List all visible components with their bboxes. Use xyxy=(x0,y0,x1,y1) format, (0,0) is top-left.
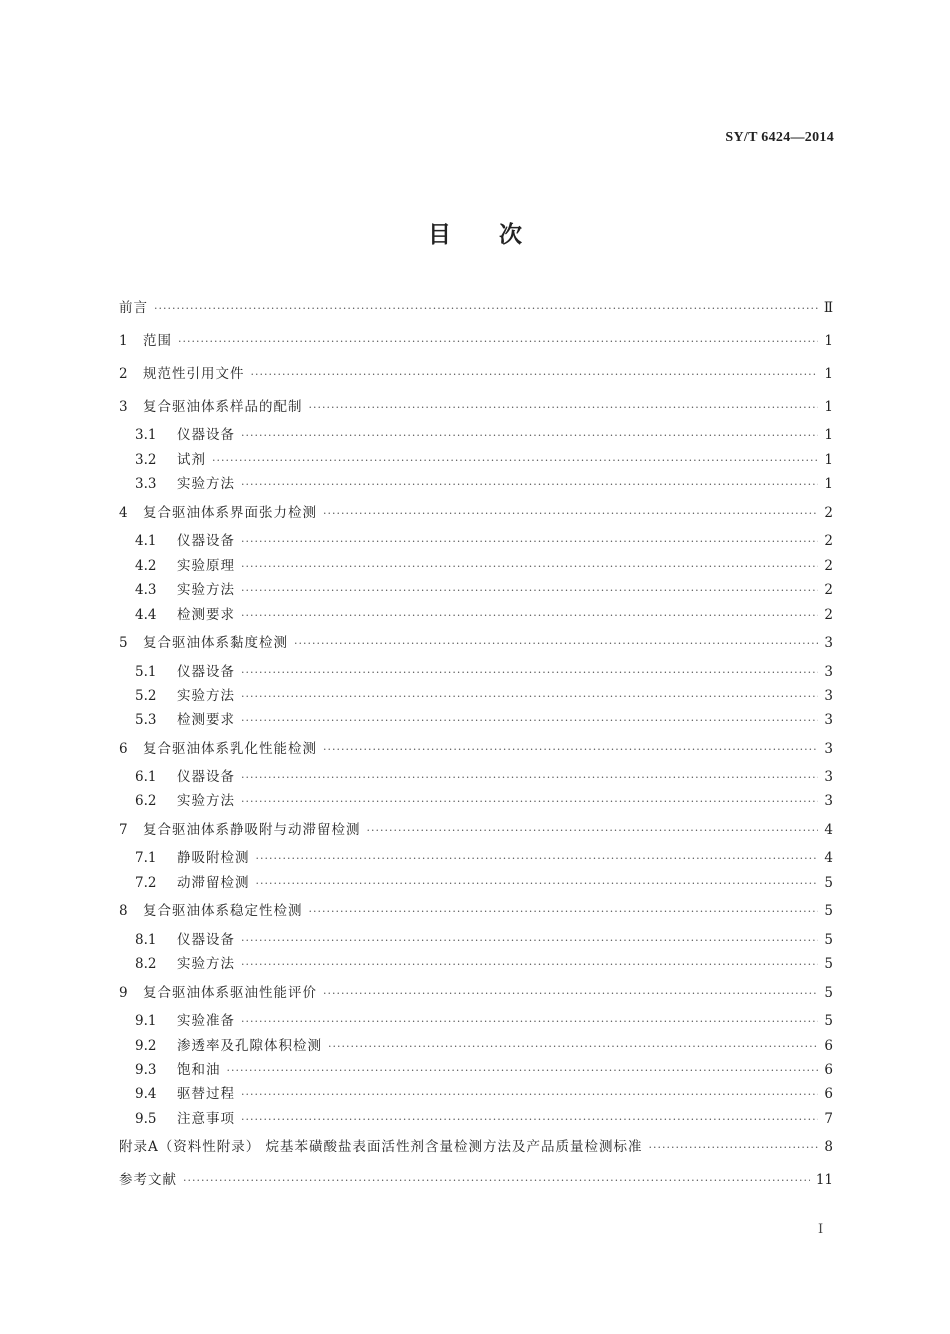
page-folio: I xyxy=(818,1222,824,1237)
toc-entry[interactable] xyxy=(135,710,833,730)
toc-entry-label: 实验准备 xyxy=(177,1013,235,1029)
toc-entry-number: 9 xyxy=(119,985,128,1001)
toc-entry-page: 4 xyxy=(824,822,833,838)
toc-leader-dots xyxy=(323,740,818,760)
toc-leader-dots xyxy=(241,792,818,812)
toc-entry-page: 1 xyxy=(824,427,833,443)
toc-entry-page: 4 xyxy=(824,850,833,866)
toc-entry-page: Ⅱ xyxy=(823,300,833,316)
toc-entry-page: 1 xyxy=(824,476,833,492)
toc-entry-label: 复合驱油体系乳化性能检测 xyxy=(143,741,317,757)
toc-entry-label: 静吸附检测 xyxy=(177,850,250,866)
toc-entry[interactable] xyxy=(135,1011,833,1031)
toc-entry-page: 6 xyxy=(824,1086,833,1102)
toc-entry-page: 11 xyxy=(815,1172,833,1188)
toc-entry-page: 1 xyxy=(824,333,833,349)
toc-entry-label: 实验方法 xyxy=(177,582,235,598)
toc-entry-page: 3 xyxy=(824,688,833,704)
toc-entry[interactable] xyxy=(119,739,833,759)
toc-entry-label: 实验方法 xyxy=(177,793,235,809)
toc-leader-dots xyxy=(178,332,818,352)
toc-entry-page: 3 xyxy=(824,664,833,680)
toc-entry-page: 5 xyxy=(824,875,833,891)
toc-entry-number: 5.2 xyxy=(135,688,157,704)
toc-entry[interactable] xyxy=(135,1036,833,1056)
toc-entry-label: 动滞留检测 xyxy=(177,875,250,891)
toc-entry[interactable] xyxy=(135,930,833,950)
toc-entry-page: 6 xyxy=(824,1038,833,1054)
toc-entry-label: 复合驱油体系静吸附与动滞留检测 xyxy=(143,822,361,838)
toc-entry[interactable] xyxy=(119,1137,833,1157)
toc-entry-label: 试剂 xyxy=(177,452,206,468)
toc-entry-label: 注意事项 xyxy=(177,1111,235,1127)
toc-entry-label: 渗透率及孔隙体积检测 xyxy=(177,1038,322,1054)
toc-entry-label: 实验方法 xyxy=(177,476,235,492)
toc-entry-number: 8.2 xyxy=(135,956,157,972)
toc-leader-dots xyxy=(241,931,818,951)
toc-entry-page: 3 xyxy=(824,635,833,651)
toc-entry[interactable] xyxy=(135,605,833,625)
toc-entry-label: 实验原理 xyxy=(177,558,235,574)
toc-entry[interactable] xyxy=(119,364,833,384)
toc-entry-label: 复合驱油体系样品的配制 xyxy=(143,399,303,415)
toc-entry-label: 仪器设备 xyxy=(177,533,235,549)
toc-entry-label: 实验方法 xyxy=(177,956,235,972)
toc-entry-number: 9.4 xyxy=(135,1086,157,1102)
toc-entry-number: 4.4 xyxy=(135,607,157,623)
toc-entry[interactable] xyxy=(119,901,833,921)
toc-entry[interactable] xyxy=(135,1060,833,1080)
toc-entry[interactable] xyxy=(135,873,833,893)
standard-number: SY/T 6424—2014 xyxy=(725,130,834,145)
toc-entry-page: 5 xyxy=(824,956,833,972)
toc-entry-page: 5 xyxy=(824,985,833,1001)
toc-leader-dots xyxy=(241,1012,818,1032)
toc-entry-number: 4.3 xyxy=(135,582,157,598)
toc-entry-number: 3.3 xyxy=(135,476,157,492)
toc-entry-page: 1 xyxy=(824,452,833,468)
toc-entry[interactable] xyxy=(135,556,833,576)
toc-entry[interactable] xyxy=(135,1084,833,1104)
toc-entry-number: 5.1 xyxy=(135,664,157,680)
toc-entry[interactable] xyxy=(119,397,833,417)
toc-entry[interactable] xyxy=(119,820,833,840)
toc-entry-label: 前言 xyxy=(119,300,148,316)
toc-entry-number: 9.2 xyxy=(135,1038,157,1054)
toc-leader-dots xyxy=(323,984,818,1004)
toc-entry[interactable] xyxy=(135,580,833,600)
toc-leader-dots xyxy=(241,426,818,446)
toc-leader-dots xyxy=(309,398,819,418)
toc-leader-dots xyxy=(212,451,818,471)
toc-entry-label: 复合驱油体系驱油性能评价 xyxy=(143,985,317,1001)
toc-leader-dots xyxy=(241,475,818,495)
toc-leader-dots xyxy=(367,821,819,841)
toc-entry-number: 7.1 xyxy=(135,850,157,866)
toc-entry-number: 5 xyxy=(119,635,128,651)
toc-entry-label: 附录A（资料性附录） 烷基苯磺酸盐表面活性剂含量检测方法及产品质量检测标准 xyxy=(119,1139,643,1155)
toc-entry[interactable] xyxy=(135,474,833,494)
toc-entry-page: 8 xyxy=(824,1139,833,1155)
toc-leader-dots xyxy=(649,1138,819,1158)
toc-entry[interactable] xyxy=(119,633,833,653)
toc-entry-number: 6.1 xyxy=(135,769,157,785)
toc-entry[interactable] xyxy=(135,662,833,682)
toc-entry[interactable] xyxy=(135,848,833,868)
toc-entry-number: 3.1 xyxy=(135,427,157,443)
toc-entry[interactable] xyxy=(135,425,833,445)
toc-entry-label: 复合驱油体系界面张力检测 xyxy=(143,505,317,521)
toc-leader-dots xyxy=(241,711,818,731)
toc-entry-label: 范围 xyxy=(143,333,172,349)
toc-entry-label: 饱和油 xyxy=(177,1062,221,1078)
toc-entry[interactable] xyxy=(135,531,833,551)
toc-entry-page: 5 xyxy=(824,932,833,948)
toc-entry[interactable] xyxy=(135,767,833,787)
toc-entry-page: 5 xyxy=(824,903,833,919)
toc-entry-page: 2 xyxy=(824,533,833,549)
toc-entry-label: 仪器设备 xyxy=(177,769,235,785)
toc-leader-dots xyxy=(241,581,818,601)
toc-entry-page: 3 xyxy=(824,712,833,728)
toc-leader-dots xyxy=(241,557,818,577)
toc-leader-dots xyxy=(241,1085,818,1105)
toc-entry-number: 9.1 xyxy=(135,1013,157,1029)
page-title: 目次 xyxy=(428,221,570,248)
toc-leader-dots xyxy=(241,768,818,788)
toc-entry-page: 6 xyxy=(824,1062,833,1078)
toc-entry-page: 2 xyxy=(824,607,833,623)
toc-entry-number: 8.1 xyxy=(135,932,157,948)
toc-entry-page: 2 xyxy=(824,558,833,574)
toc-entry-label: 复合驱油体系稳定性检测 xyxy=(143,903,303,919)
toc-leader-dots xyxy=(227,1061,819,1081)
toc-entry[interactable] xyxy=(135,450,833,470)
toc-entry-number: 9.5 xyxy=(135,1111,157,1127)
toc-leader-dots xyxy=(309,902,819,922)
toc-entry[interactable] xyxy=(135,791,833,811)
toc-entry-page: 1 xyxy=(824,399,833,415)
toc-entry-label: 仪器设备 xyxy=(177,932,235,948)
toc-entry-number: 5.3 xyxy=(135,712,157,728)
toc-leader-dots xyxy=(183,1171,810,1191)
toc-entry-label: 复合驱油体系黏度检测 xyxy=(143,635,288,651)
toc-leader-dots xyxy=(154,299,818,319)
toc-entry-number: 3 xyxy=(119,399,128,415)
toc-entry-page: 3 xyxy=(824,769,833,785)
toc-entry-page: 7 xyxy=(824,1111,833,1127)
toc-entry-page: 5 xyxy=(824,1013,833,1029)
toc-entry-label: 实验方法 xyxy=(177,688,235,704)
toc-leader-dots xyxy=(241,606,818,626)
toc-entry-page: 3 xyxy=(824,741,833,757)
toc-entry[interactable] xyxy=(119,503,833,523)
toc-entry-label: 检测要求 xyxy=(177,607,235,623)
toc-leader-dots xyxy=(328,1037,818,1057)
toc-entry-number: 1 xyxy=(119,333,128,349)
toc-entry-page: 2 xyxy=(824,505,833,521)
toc-leader-dots xyxy=(241,1110,818,1130)
toc-entry-label: 仪器设备 xyxy=(177,427,235,443)
toc-entry[interactable] xyxy=(135,954,833,974)
toc-entry-page: 3 xyxy=(824,793,833,809)
toc-entry-number: 9.3 xyxy=(135,1062,157,1078)
toc-entry-label: 驱替过程 xyxy=(177,1086,235,1102)
toc-leader-dots xyxy=(241,532,818,552)
toc-leader-dots xyxy=(241,955,818,975)
toc-entry[interactable] xyxy=(119,1170,833,1190)
toc-entry-number: 4.1 xyxy=(135,533,157,549)
toc-entry-number: 2 xyxy=(119,366,128,382)
toc-entry-page: 2 xyxy=(824,582,833,598)
toc-entry[interactable] xyxy=(119,298,833,318)
toc-leader-dots xyxy=(256,849,819,869)
toc-leader-dots xyxy=(294,634,818,654)
toc-entry-number: 3.2 xyxy=(135,452,157,468)
toc-entry[interactable] xyxy=(119,331,833,351)
toc-entry[interactable] xyxy=(135,686,833,706)
toc-entry-number: 6 xyxy=(119,741,128,757)
toc-entry-number: 8 xyxy=(119,903,128,919)
toc-entry-label: 仪器设备 xyxy=(177,664,235,680)
toc-entry-label: 规范性引用文件 xyxy=(143,366,245,382)
toc-entry-number: 4.2 xyxy=(135,558,157,574)
toc-entry[interactable] xyxy=(135,1109,833,1129)
toc-leader-dots xyxy=(241,663,818,683)
toc-entry-number: 4 xyxy=(119,505,128,521)
toc-leader-dots xyxy=(256,874,819,894)
toc-entry-label: 检测要求 xyxy=(177,712,235,728)
toc-entry-page: 1 xyxy=(824,366,833,382)
toc-leader-dots xyxy=(251,365,819,385)
toc-leader-dots xyxy=(323,504,818,524)
toc-entry-label: 参考文献 xyxy=(119,1172,177,1188)
toc-entry-number: 7.2 xyxy=(135,875,157,891)
toc-entry[interactable] xyxy=(119,983,833,1003)
toc-entry-number: 7 xyxy=(119,822,128,838)
toc-entry-number: 6.2 xyxy=(135,793,157,809)
toc-leader-dots xyxy=(241,687,818,707)
